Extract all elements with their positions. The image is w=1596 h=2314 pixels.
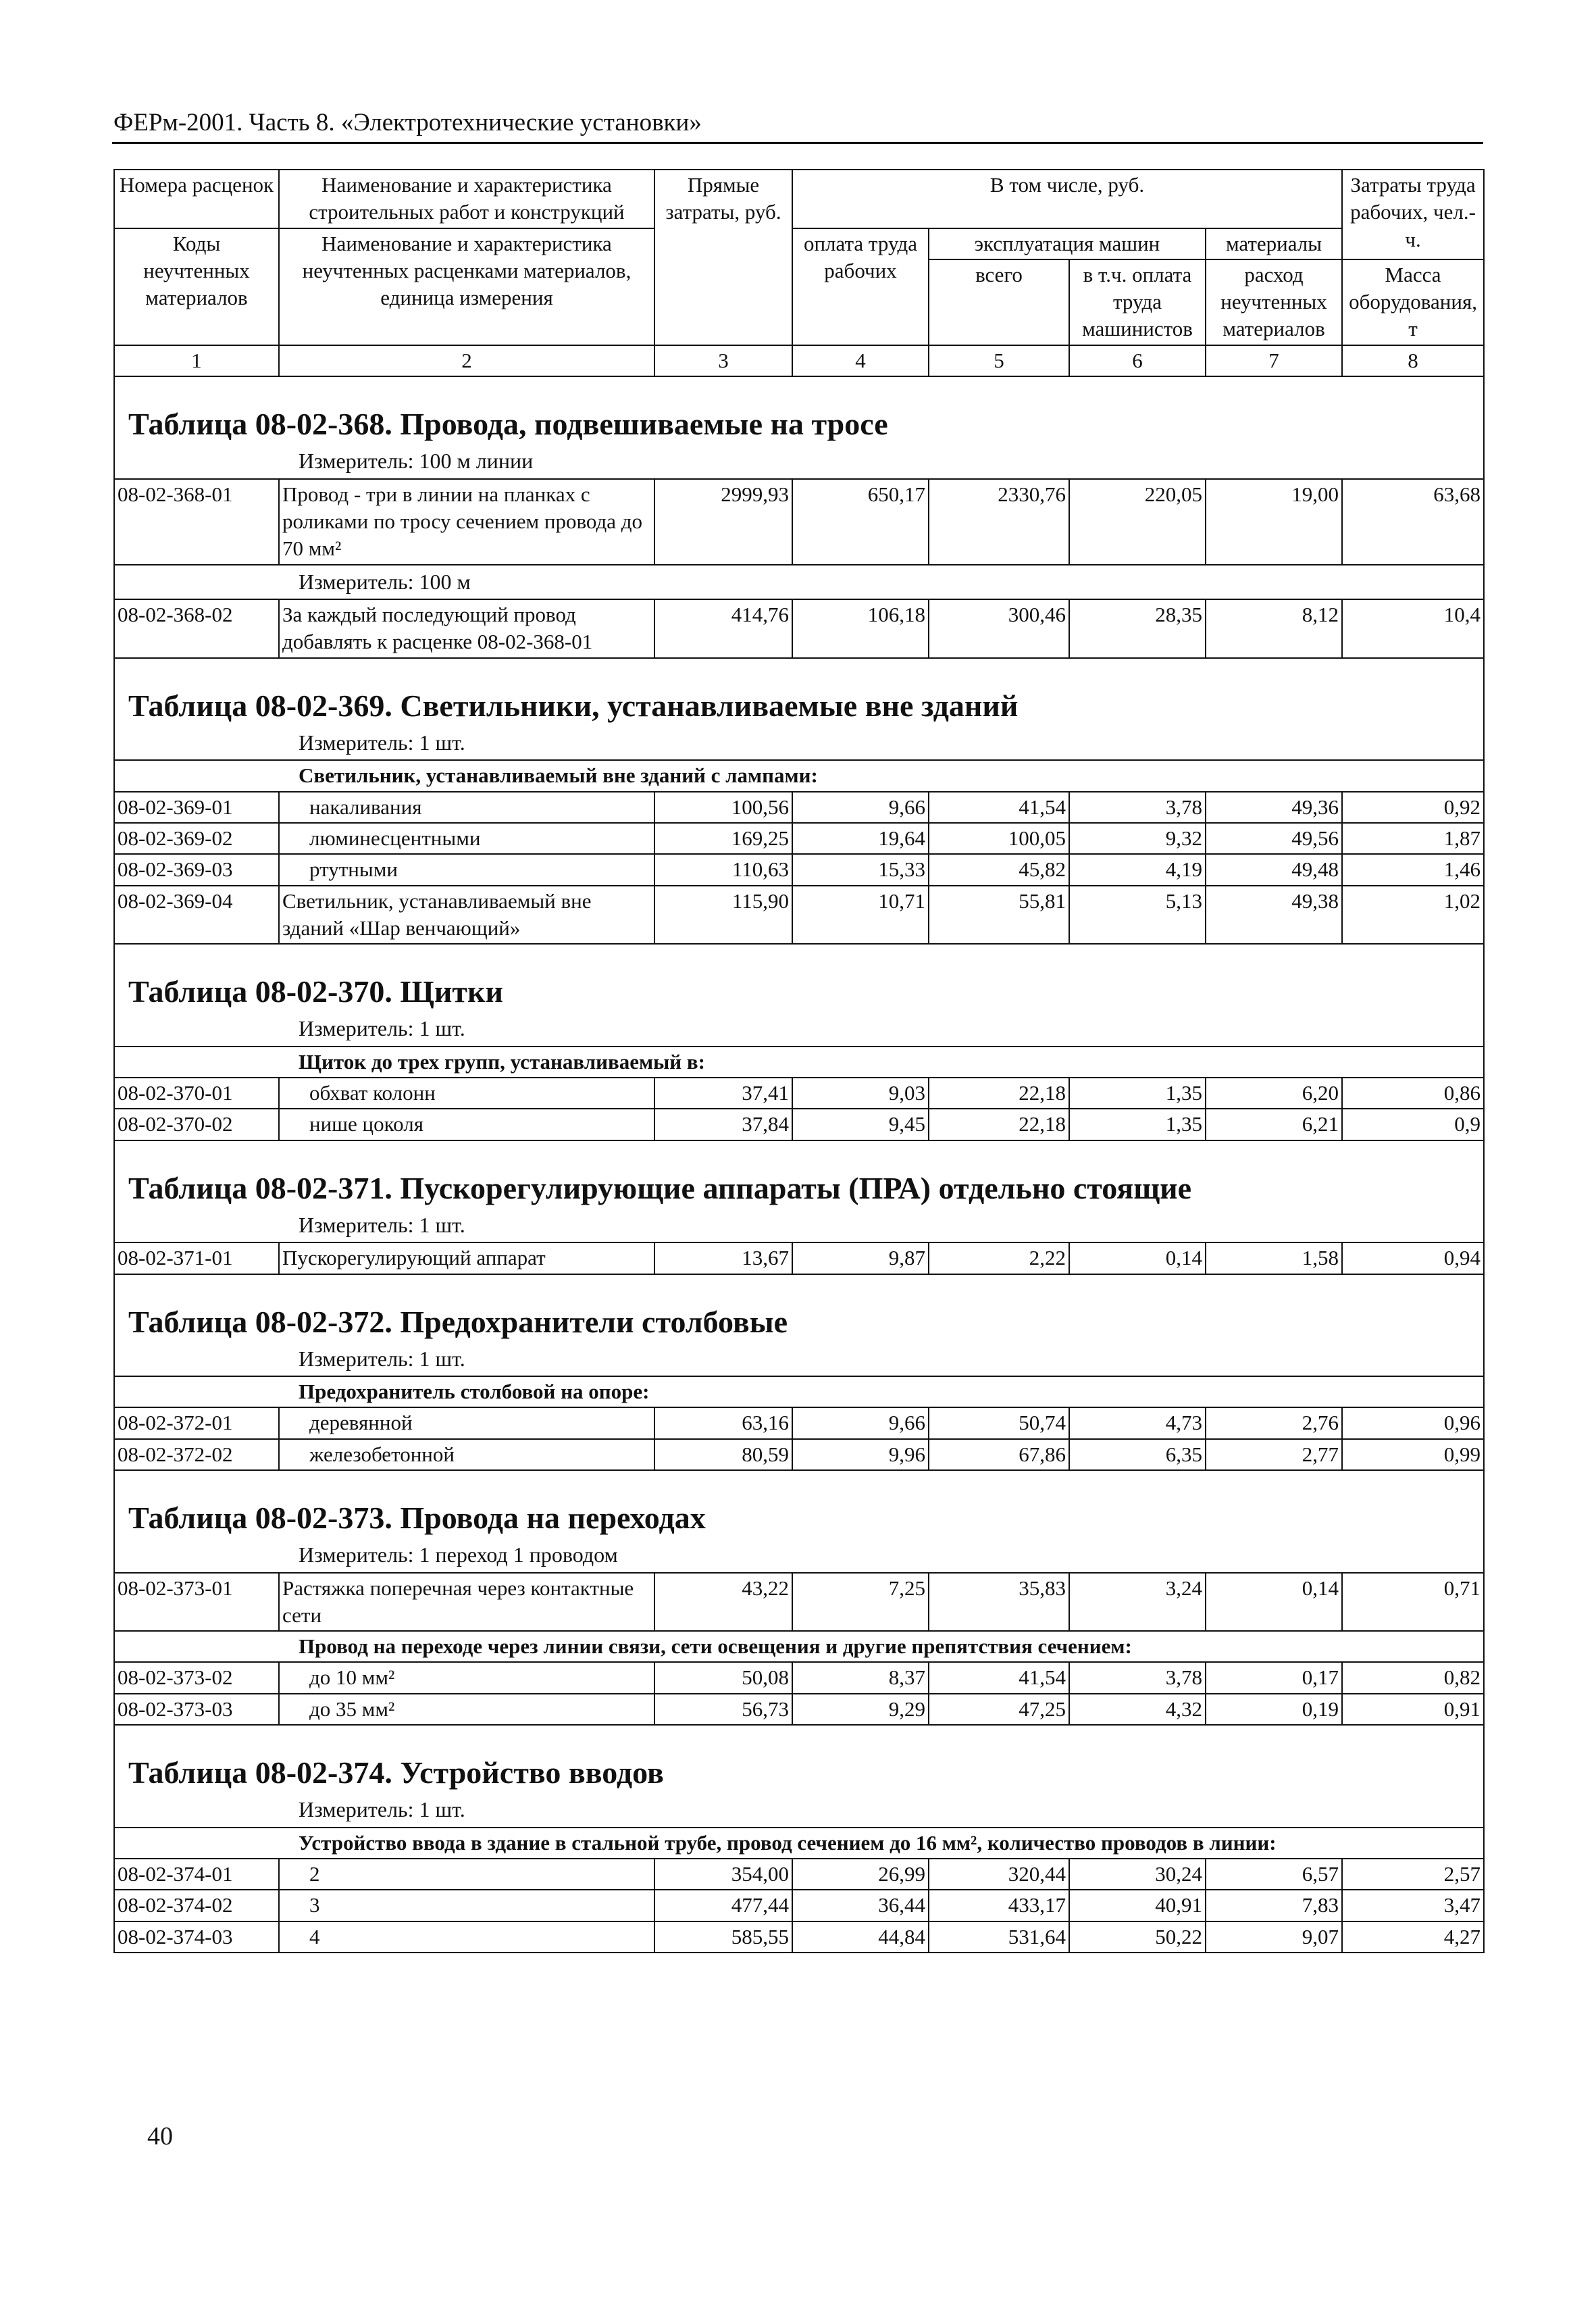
value-cell: 2999,93 xyxy=(654,479,792,565)
value-cell: 9,32 xyxy=(1069,823,1206,854)
table-title-cell xyxy=(114,1470,1484,1538)
value-cell: 0,82 xyxy=(1342,1662,1484,1693)
value-cell: 354,00 xyxy=(654,1859,792,1890)
value-cell: 63,16 xyxy=(654,1407,792,1438)
value-cell: 44,84 xyxy=(792,1921,929,1953)
value-cell: 4,32 xyxy=(1069,1694,1206,1725)
value-cell: 1,87 xyxy=(1342,823,1484,854)
value-cell: 41,54 xyxy=(929,1662,1069,1693)
value-cell: 9,45 xyxy=(792,1109,929,1140)
value-cell: 19,00 xyxy=(1206,479,1342,565)
value-cell: 0,14 xyxy=(1206,1573,1342,1632)
table-row xyxy=(114,1921,1484,1953)
column-number: 7 xyxy=(1206,345,1342,376)
header-codes: Номера расценок xyxy=(114,170,279,228)
header-row-2 xyxy=(114,228,1484,259)
value-cell: 110,63 xyxy=(654,854,792,885)
column-number: 5 xyxy=(929,345,1069,376)
value-cell: 0,14 xyxy=(1069,1242,1206,1274)
rate-name: 3 xyxy=(279,1890,654,1921)
value-cell: 30,24 xyxy=(1069,1859,1206,1890)
value-cell: 50,22 xyxy=(1069,1921,1206,1953)
value-cell: 6,57 xyxy=(1206,1859,1342,1890)
value-cell: 3,47 xyxy=(1342,1890,1484,1921)
value-cell: 49,56 xyxy=(1206,823,1342,854)
table-title: Таблица 08-02-370. Щитки xyxy=(128,974,503,1009)
rate-code: 08-02-368-01 xyxy=(114,479,279,565)
table-row xyxy=(114,479,1484,565)
value-cell: 22,18 xyxy=(929,1078,1069,1109)
header-material-names: Наименование и характеристика неучтенных расценками материалов, единица измерения xyxy=(279,228,654,345)
table-title-row xyxy=(114,658,1484,726)
value-cell: 8,37 xyxy=(792,1662,929,1693)
rate-code: 08-02-369-01 xyxy=(114,792,279,823)
measure-unit: Измеритель: 1 шт. xyxy=(114,1342,1484,1377)
measure-row xyxy=(114,1209,1484,1243)
rate-name: 2 xyxy=(279,1859,654,1890)
rate-code: 08-02-369-04 xyxy=(114,886,279,945)
rate-name: железобетонной xyxy=(279,1439,654,1470)
subheader-row xyxy=(114,760,1484,791)
measure-unit: Измеритель: 1 шт. xyxy=(114,1012,1484,1047)
measure-unit: Измеритель: 1 переход 1 проводом xyxy=(114,1538,1484,1573)
value-cell: 0,99 xyxy=(1342,1439,1484,1470)
table-title-cell xyxy=(114,376,1484,445)
value-cell: 43,22 xyxy=(654,1573,792,1632)
value-cell: 585,55 xyxy=(654,1921,792,1953)
value-cell: 9,66 xyxy=(792,1407,929,1438)
header-row-1 xyxy=(114,170,1484,228)
rate-name: до 10 мм² xyxy=(279,1662,654,1693)
value-cell: 0,17 xyxy=(1206,1662,1342,1693)
value-cell: 50,08 xyxy=(654,1662,792,1693)
subheader-row xyxy=(114,1828,1484,1859)
value-cell: 0,71 xyxy=(1342,1573,1484,1632)
price-table xyxy=(113,169,1485,1953)
value-cell: 106,18 xyxy=(792,599,929,658)
subheader-text: Щиток до трех групп, устанавливаемый в: xyxy=(114,1047,1484,1078)
table-title: Таблица 08-02-369. Светильники, устанавливаемые вне зданий xyxy=(128,688,1019,723)
table-title-cell xyxy=(114,1140,1484,1209)
value-cell: 300,46 xyxy=(929,599,1069,658)
value-cell: 1,35 xyxy=(1069,1078,1206,1109)
value-cell: 49,48 xyxy=(1206,854,1342,885)
value-cell: 9,29 xyxy=(792,1694,929,1725)
rate-name: нише цоколя xyxy=(279,1109,654,1140)
value-cell: 531,64 xyxy=(929,1921,1069,1953)
value-cell: 9,07 xyxy=(1206,1921,1342,1953)
value-cell: 477,44 xyxy=(654,1890,792,1921)
measure-row xyxy=(114,1342,1484,1377)
table-title-row xyxy=(114,944,1484,1012)
value-cell: 28,35 xyxy=(1069,599,1206,658)
table-title: Таблица 08-02-374. Устройство вводов xyxy=(128,1755,664,1790)
value-cell: 36,44 xyxy=(792,1890,929,1921)
value-cell: 6,35 xyxy=(1069,1439,1206,1470)
header-labor-pay: оплата труда рабочих xyxy=(792,228,929,345)
measure-row xyxy=(114,445,1484,479)
header-names: Наименование и характеристика строительных работ и конструкций xyxy=(279,170,654,228)
table-row xyxy=(114,1890,1484,1921)
value-cell: 9,96 xyxy=(792,1439,929,1470)
value-cell: 6,21 xyxy=(1206,1109,1342,1140)
table-title-row xyxy=(114,376,1484,445)
table-title-row xyxy=(114,1274,1484,1342)
rate-code: 08-02-369-03 xyxy=(114,854,279,885)
table-title: Таблица 08-02-373. Провода на переходах xyxy=(128,1500,706,1535)
table-row xyxy=(114,886,1484,945)
value-cell: 2330,76 xyxy=(929,479,1069,565)
value-cell: 8,12 xyxy=(1206,599,1342,658)
value-cell: 49,38 xyxy=(1206,886,1342,945)
value-cell: 0,91 xyxy=(1342,1694,1484,1725)
column-number: 8 xyxy=(1342,345,1484,376)
value-cell: 47,25 xyxy=(929,1694,1069,1725)
rate-code: 08-02-373-02 xyxy=(114,1662,279,1693)
value-cell: 2,76 xyxy=(1206,1407,1342,1438)
subheader-text: Предохранитель столбовой на опоре: xyxy=(114,1376,1484,1407)
measure-unit: Измеритель: 1 шт. xyxy=(114,726,1484,761)
table-row xyxy=(114,854,1484,885)
measure-row xyxy=(114,1538,1484,1573)
rate-name: деревянной xyxy=(279,1407,654,1438)
header-materials: материалы xyxy=(1206,228,1342,259)
header-machines-incl: в т.ч. оплата труда машинистов xyxy=(1069,259,1206,345)
measure-row xyxy=(114,1012,1484,1047)
rate-name: до 35 мм² xyxy=(279,1694,654,1725)
value-cell: 3,78 xyxy=(1069,792,1206,823)
table-row xyxy=(114,823,1484,854)
value-cell: 1,02 xyxy=(1342,886,1484,945)
value-cell: 37,41 xyxy=(654,1078,792,1109)
value-cell: 15,33 xyxy=(792,854,929,885)
value-cell: 1,46 xyxy=(1342,854,1484,885)
value-cell: 169,25 xyxy=(654,823,792,854)
rate-code: 08-02-370-02 xyxy=(114,1109,279,1140)
value-cell: 0,9 xyxy=(1342,1109,1484,1140)
rate-name: накаливания xyxy=(279,792,654,823)
value-cell: 100,56 xyxy=(654,792,792,823)
value-cell: 4,27 xyxy=(1342,1921,1484,1953)
table-row xyxy=(114,1573,1484,1632)
column-number: 4 xyxy=(792,345,929,376)
rate-code: 08-02-374-03 xyxy=(114,1921,279,1953)
subheader-row xyxy=(114,1047,1484,1078)
value-cell: 40,91 xyxy=(1069,1890,1206,1921)
rate-code: 08-02-374-01 xyxy=(114,1859,279,1890)
table-title-row xyxy=(114,1470,1484,1538)
table-title-row xyxy=(114,1140,1484,1209)
table-title: Таблица 08-02-372. Предохранители столбовые xyxy=(128,1304,788,1339)
value-cell: 3,78 xyxy=(1069,1662,1206,1693)
measure-unit: Измеритель: 1 шт. xyxy=(114,1209,1484,1243)
rate-code: 08-02-373-01 xyxy=(114,1573,279,1632)
value-cell: 7,83 xyxy=(1206,1890,1342,1921)
value-cell: 220,05 xyxy=(1069,479,1206,565)
subheader-row xyxy=(114,1376,1484,1407)
value-cell: 55,81 xyxy=(929,886,1069,945)
subheader-text: Провод на переходе через линии связи, сети освещения и другие препятствия сечением: xyxy=(114,1631,1484,1662)
header-machines: эксплуатация машин xyxy=(929,228,1206,259)
value-cell: 433,17 xyxy=(929,1890,1069,1921)
value-cell: 115,90 xyxy=(654,886,792,945)
table-row xyxy=(114,1109,1484,1140)
header-material-codes: Коды неучтенных материалов xyxy=(114,228,279,345)
value-cell: 10,4 xyxy=(1342,599,1484,658)
table-row xyxy=(114,1859,1484,1890)
value-cell: 0,92 xyxy=(1342,792,1484,823)
rate-code: 08-02-369-02 xyxy=(114,823,279,854)
subheader-text: Светильник, устанавливаемый вне зданий с лампами: xyxy=(114,760,1484,791)
value-cell: 2,22 xyxy=(929,1242,1069,1274)
table-title-cell xyxy=(114,658,1484,726)
column-numbers-row xyxy=(114,345,1484,376)
value-cell: 0,86 xyxy=(1342,1078,1484,1109)
value-cell: 19,64 xyxy=(792,823,929,854)
header-including: В том числе, руб. xyxy=(792,170,1342,228)
header-equip-mass: Масса оборудования, т xyxy=(1342,259,1484,345)
value-cell: 6,20 xyxy=(1206,1078,1342,1109)
value-cell: 49,36 xyxy=(1206,792,1342,823)
running-head: ФЕРм-2001. Часть 8. «Электротехнические установки» xyxy=(113,109,702,136)
rate-name: 4 xyxy=(279,1921,654,1953)
value-cell: 67,86 xyxy=(929,1439,1069,1470)
value-cell: 56,73 xyxy=(654,1694,792,1725)
table-title-row xyxy=(114,1725,1484,1793)
value-cell: 5,13 xyxy=(1069,886,1206,945)
rate-code: 08-02-373-03 xyxy=(114,1694,279,1725)
measure-unit: Измеритель: 100 м линии xyxy=(114,445,1484,479)
value-cell: 50,74 xyxy=(929,1407,1069,1438)
table-title: Таблица 08-02-368. Провода, подвешиваемые на тросе xyxy=(128,407,888,442)
header-rule xyxy=(112,142,1483,144)
column-number: 1 xyxy=(114,345,279,376)
rate-code: 08-02-372-01 xyxy=(114,1407,279,1438)
header-direct-costs: Прямые затраты, руб. xyxy=(654,170,792,345)
rate-code: 08-02-374-02 xyxy=(114,1890,279,1921)
table-row xyxy=(114,792,1484,823)
table-row xyxy=(114,599,1484,658)
rate-name: Провод - три в линии на планках с роликами по тросу сечением провода до 70 мм² xyxy=(279,479,654,565)
column-number: 2 xyxy=(279,345,654,376)
measure-row xyxy=(114,726,1484,761)
value-cell: 0,94 xyxy=(1342,1242,1484,1274)
value-cell: 320,44 xyxy=(929,1859,1069,1890)
measure-unit: Измеритель: 1 шт. xyxy=(114,1793,1484,1828)
value-cell: 41,54 xyxy=(929,792,1069,823)
value-cell: 26,99 xyxy=(792,1859,929,1890)
value-cell: 80,59 xyxy=(654,1439,792,1470)
value-cell: 63,68 xyxy=(1342,479,1484,565)
value-cell: 9,03 xyxy=(792,1078,929,1109)
rate-name: Пускорегулирующий аппарат xyxy=(279,1242,654,1274)
value-cell: 37,84 xyxy=(654,1109,792,1140)
table-row xyxy=(114,1242,1484,1274)
value-cell: 1,58 xyxy=(1206,1242,1342,1274)
value-cell: 22,18 xyxy=(929,1109,1069,1140)
rate-code: 08-02-372-02 xyxy=(114,1439,279,1470)
value-cell: 414,76 xyxy=(654,599,792,658)
value-cell: 10,71 xyxy=(792,886,929,945)
subheader-row xyxy=(114,1631,1484,1662)
value-cell: 0,96 xyxy=(1342,1407,1484,1438)
value-cell: 4,73 xyxy=(1069,1407,1206,1438)
table-title-cell xyxy=(114,1274,1484,1342)
value-cell: 9,87 xyxy=(792,1242,929,1274)
rate-name: Растяжка поперечная через контактные сети xyxy=(279,1573,654,1632)
value-cell: 4,19 xyxy=(1069,854,1206,885)
value-cell: 1,35 xyxy=(1069,1109,1206,1140)
measure-row xyxy=(114,1793,1484,1828)
value-cell: 3,24 xyxy=(1069,1573,1206,1632)
table-row xyxy=(114,1662,1484,1693)
header-materials-use: расход неучтенных материалов xyxy=(1206,259,1342,345)
value-cell: 0,19 xyxy=(1206,1694,1342,1725)
header-machines-total: всего xyxy=(929,259,1069,345)
rate-name: За каждый последующий провод добавлять к расценке 08-02-368-01 xyxy=(279,599,654,658)
measure-unit: Измеритель: 100 м xyxy=(114,565,1484,600)
table-row xyxy=(114,1694,1484,1725)
header-labor-costs: Затраты труда рабочих, чел.-ч. xyxy=(1342,170,1484,259)
value-cell: 2,77 xyxy=(1206,1439,1342,1470)
subheader-text: Устройство ввода в здание в стальной трубе, провод сечением до 16 мм², количество проводов в линии: xyxy=(114,1828,1484,1859)
value-cell: 2,57 xyxy=(1342,1859,1484,1890)
value-cell: 35,83 xyxy=(929,1573,1069,1632)
rate-name: обхват колонн xyxy=(279,1078,654,1109)
rate-name: Светильник, устанавливаемый вне зданий «Шар венчающий» xyxy=(279,886,654,945)
table-title: Таблица 08-02-371. Пускорегулирующие аппараты (ПРА) отдельно стоящие xyxy=(128,1170,1191,1205)
column-number: 6 xyxy=(1069,345,1206,376)
rate-code: 08-02-370-01 xyxy=(114,1078,279,1109)
page-number: 40 xyxy=(147,2122,173,2150)
value-cell: 45,82 xyxy=(929,854,1069,885)
value-cell: 9,66 xyxy=(792,792,929,823)
column-number: 3 xyxy=(654,345,792,376)
value-cell: 7,25 xyxy=(792,1573,929,1632)
rate-name: ртутными xyxy=(279,854,654,885)
rate-name: люминесцентными xyxy=(279,823,654,854)
table-title-cell xyxy=(114,1725,1484,1793)
rate-code: 08-02-368-02 xyxy=(114,599,279,658)
value-cell: 650,17 xyxy=(792,479,929,565)
rate-code: 08-02-371-01 xyxy=(114,1242,279,1274)
value-cell: 13,67 xyxy=(654,1242,792,1274)
table-row xyxy=(114,1407,1484,1438)
measure-row xyxy=(114,565,1484,600)
table-title-cell xyxy=(114,944,1484,1012)
table-row xyxy=(114,1439,1484,1470)
value-cell: 100,05 xyxy=(929,823,1069,854)
table-row xyxy=(114,1078,1484,1109)
